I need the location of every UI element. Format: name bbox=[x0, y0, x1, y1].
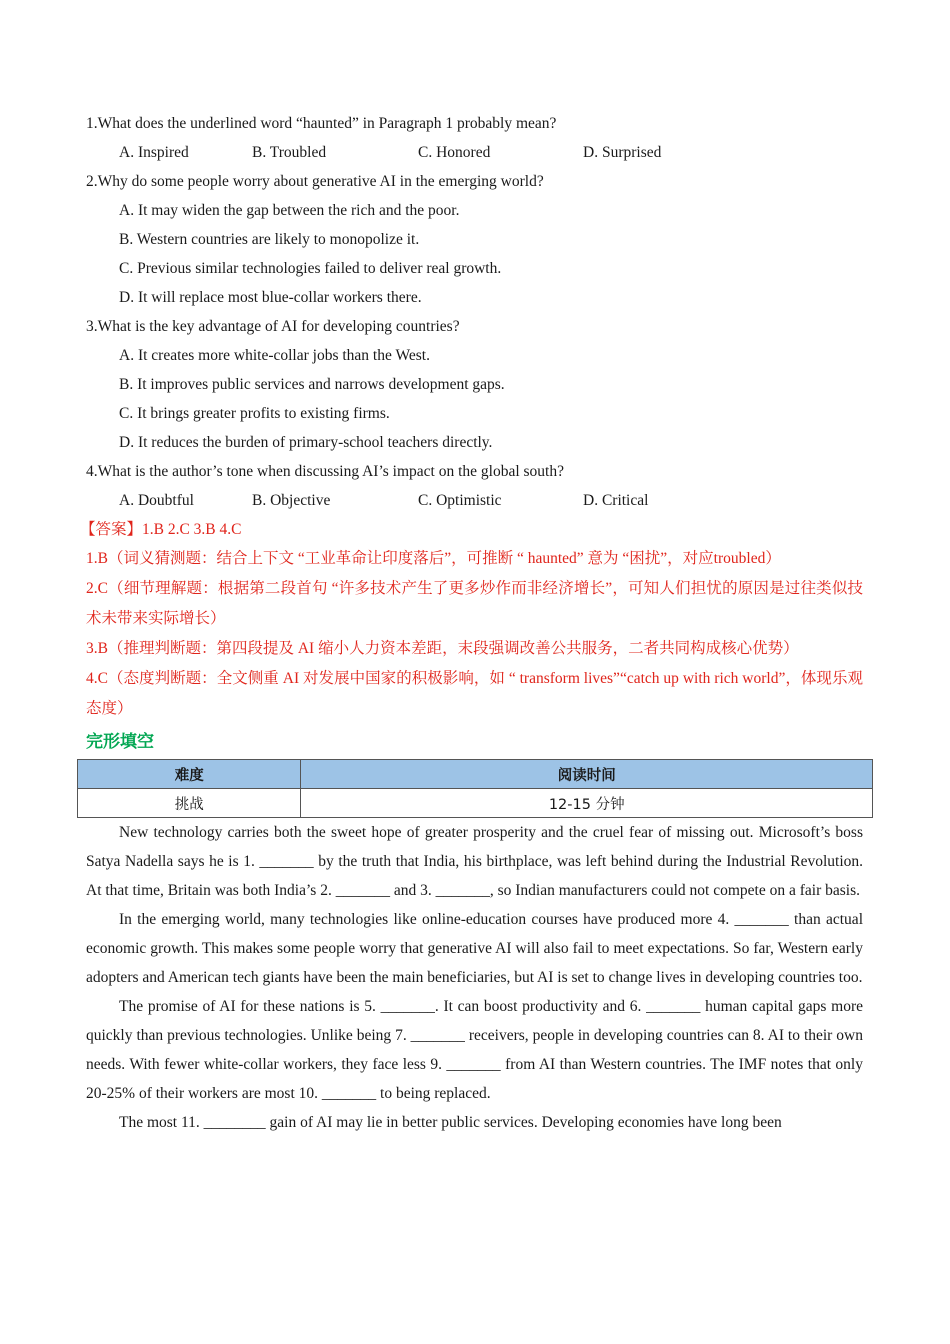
answer-explanation: 4.C（态度判断题：全文侧重 AI 对发展中国家的积极影响，如 “ transform lives”“catch up with rich world”，体现乐观态度） bbox=[86, 670, 863, 717]
question-stem: 4.What is the author’s tone when discussing AI’s impact on the global south? bbox=[86, 463, 564, 480]
answer-explanation: 3.B（推理判断题：第四段提及 AI 缩小人力资本差距，末段强调改善公共服务，二者共同构成核心优势） bbox=[86, 640, 799, 657]
difficulty-table bbox=[77, 759, 873, 818]
passage-paragraph: New technology carries both the sweet hope of greater prosperity and the cruel fear of missing out. Microsoft’s boss Satya Nadella says he is 1. _______ by the truth that India, his birthplace, was left behind during the Industrial Revolution. At that time, Britain was both India’s 2. _______ and 3. _______, so Indian manufacturers could not compete on a fair basis. bbox=[86, 824, 863, 899]
option: C. Optimistic bbox=[418, 492, 502, 509]
option: B. Western countries are likely to monopolize it. bbox=[119, 231, 420, 248]
option: C. Honored bbox=[418, 144, 491, 161]
answer-explanation: 2.C（细节理解题：根据第二段首句 “许多技术产生了更多炒作而非经济增长”，可知人们担忧的原因是过往类似技术未带来实际增长） bbox=[86, 580, 863, 627]
question-stem: 3.What is the key advantage of AI for developing countries? bbox=[86, 318, 460, 335]
option: A. Doubtful bbox=[119, 492, 194, 509]
table-cell: 挑战 bbox=[78, 789, 301, 818]
passage-paragraph: The most 11. ________ gain of AI may lie in better public services. Developing economies have long been bbox=[119, 1114, 782, 1131]
question-stem: 1.What does the underlined word “haunted” in Paragraph 1 probably mean? bbox=[86, 115, 557, 132]
passage-paragraph: In the emerging world, many technologies like online-education courses have produced more 4. _______ than actual economic growth. This makes some people worry that generative AI will also fail to meet expectations. So far, Western early adopters and American tech giants have been the main beneficiaries, but AI is set to change lives in developing countries too. bbox=[86, 911, 863, 986]
option: C. Previous similar technologies failed to deliver real growth. bbox=[119, 260, 502, 277]
option: B. It improves public services and narrows development gaps. bbox=[119, 376, 505, 393]
answer-key: 【答案】1.B 2.C 3.B 4.C bbox=[80, 521, 242, 538]
worksheet-page bbox=[80, 109, 863, 1137]
option-row bbox=[86, 486, 863, 515]
table-cell: 12-15 分钟 bbox=[301, 789, 873, 818]
option: B. Objective bbox=[252, 492, 331, 509]
option-row bbox=[86, 138, 863, 167]
option: D. It will replace most blue-collar workers there. bbox=[119, 289, 422, 306]
option: D. It reduces the burden of primary-school teachers directly. bbox=[119, 434, 493, 451]
table-header: 难度 bbox=[78, 760, 301, 789]
option: B. Troubled bbox=[252, 144, 327, 161]
option: A. Inspired bbox=[119, 144, 189, 161]
option: D. Surprised bbox=[583, 144, 662, 161]
option: A. It may widen the gap between the rich and the poor. bbox=[119, 202, 460, 219]
passage-paragraph: The promise of AI for these nations is 5. _______. It can boost productivity and 6. _______ human capital gaps more quickly than previous technologies. Unlike being 7. _______ receivers, people in developing countries can 8. AI to their own needs. With fewer white-collar workers, they face less 9. _______ from AI than Western countries. The IMF notes that only 20-25% of their workers are most 10. _______ to being replaced. bbox=[86, 998, 863, 1102]
question-stem: 2.Why do some people worry about generative AI in the emerging world? bbox=[86, 173, 544, 190]
section-title: 完形填空 bbox=[86, 732, 154, 752]
answer-explanation: 1.B（词义猜测题：结合上下文 “工业革命让印度落后”，可推断 “ haunted” 意为 “困扰”，对应troubled） bbox=[86, 550, 781, 567]
option: A. It creates more white-collar jobs than the West. bbox=[119, 347, 430, 364]
option: C. It brings greater profits to existing firms. bbox=[119, 405, 390, 422]
option: D. Critical bbox=[583, 492, 649, 509]
table-header: 阅读时间 bbox=[301, 760, 873, 789]
